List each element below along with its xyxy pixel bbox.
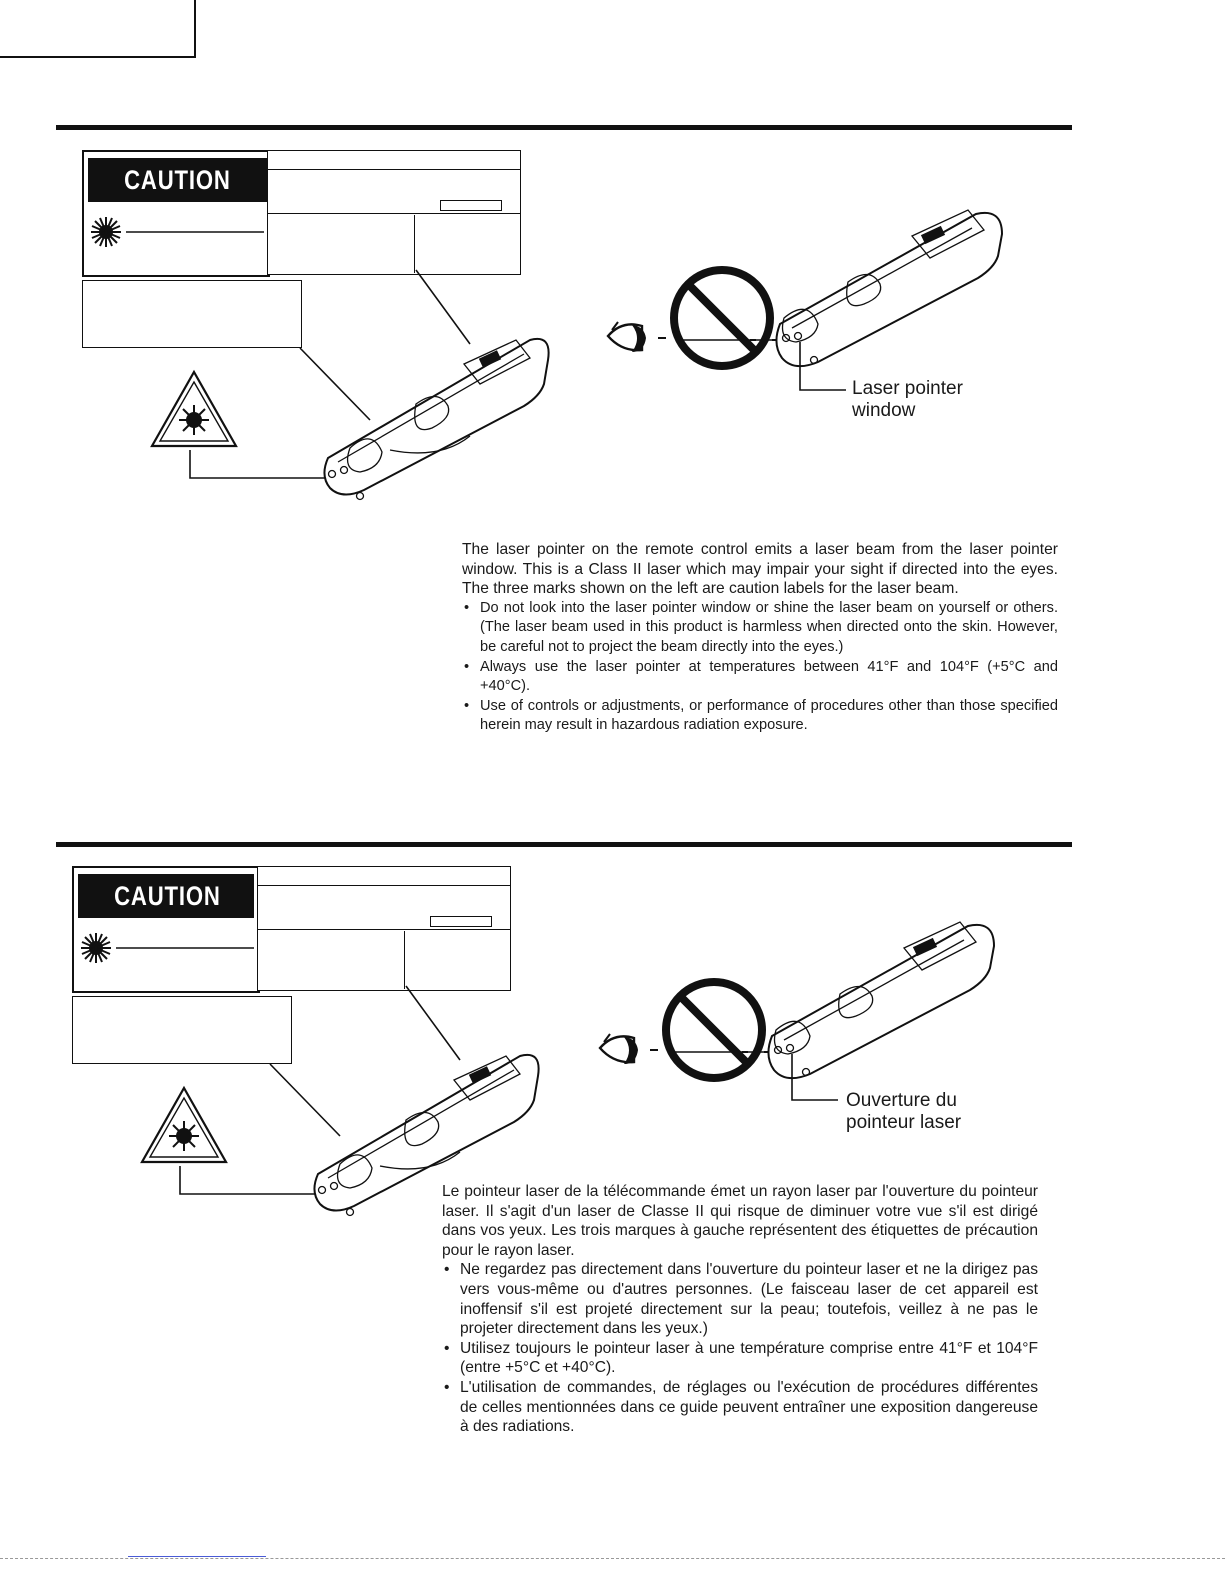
english-text-block bbox=[462, 540, 1058, 736]
caution-info-panel-english bbox=[267, 150, 521, 275]
list-item: • Always use the laser pointer at temperatures between 41°F and 104°F (+5°C and +40°C). bbox=[464, 658, 1058, 695]
callout-laser-pointer-window bbox=[852, 378, 963, 422]
list-item: • L'utilisation de commandes, de réglages ou l'exécution de procédures différentes de celles mentionnées dans ce guide peuvent entraîner une exposition dangereuse à des radiations. bbox=[444, 1378, 1038, 1436]
caution-label-english bbox=[82, 150, 270, 277]
french-intro: Le pointeur laser de la télécommande émet un rayon laser par l'ouverture du pointeur laser. Il s'agit d'un laser de Classe II qui risque de diminuer votre vue s'il est dirigé dans vos yeux. Les trois marques à gauche représentent des étiquettes de précaution pour le rayon laser. bbox=[442, 1183, 1038, 1259]
english-bullet-list bbox=[462, 599, 1058, 736]
english-intro: The laser pointer on the remote control emits a laser beam from the laser pointer window. This is a Class II laser which may impair your sight if directed into the eyes. The three marks shown on the left are caution labels for the laser beam. bbox=[462, 541, 1058, 598]
callout-line-1: Laser pointer bbox=[852, 378, 963, 399]
section-rule-french bbox=[56, 842, 1072, 847]
eye-icon bbox=[600, 1034, 638, 1064]
list-item: • Do not look into the laser pointer window or shine the laser beam on yourself or others. (The laser beam used in this product is harmless when directed onto the skin. However, be careful not to project the beam directly into the eyes.) bbox=[464, 599, 1058, 655]
list-item: • Use of controls or adjustments, or performance of procedures other than those specified herein may result in hazardous radiation exposure. bbox=[464, 697, 1058, 734]
page-tab-box bbox=[0, 0, 196, 58]
caution-label-french bbox=[72, 866, 260, 993]
remote-control-icon bbox=[180, 270, 560, 500]
list-item: • Ne regardez pas directement dans l'ouverture du pointeur laser et ne la dirigez pas vers vous-même ou d'autres personnes. (Le faisceau laser de cet appareil est inoffensif s'il est projeté directement sur la peau; toutefois, veillez à ne pas le projeter directement dans les yeux.) bbox=[444, 1261, 1038, 1338]
caution-info-panel-french bbox=[257, 866, 511, 991]
prohibition-icon bbox=[674, 270, 770, 366]
laser-starburst-icon bbox=[78, 930, 258, 970]
callout-line-2: window bbox=[852, 400, 916, 421]
callout-ouverture-pointeur-laser bbox=[846, 1090, 961, 1134]
list-item: • Utilisez toujours le pointeur laser à une température comprise entre 41°F et 104°F (entre +5°C et +40°C). bbox=[444, 1339, 1038, 1377]
laser-starburst-icon bbox=[88, 214, 268, 254]
french-bullet-list bbox=[442, 1260, 1038, 1436]
caution-word: CAUTION bbox=[114, 881, 221, 911]
bottom-accent-rule bbox=[128, 1556, 266, 1557]
section-rule-english bbox=[56, 125, 1072, 130]
bottom-dashed-rule bbox=[0, 1558, 1225, 1559]
eye-icon bbox=[608, 322, 646, 352]
callout-line-1: Ouverture du bbox=[846, 1090, 957, 1111]
callout-line-2: pointeur laser bbox=[846, 1112, 962, 1133]
french-text-block bbox=[442, 1182, 1038, 1437]
prohibition-icon bbox=[666, 982, 762, 1078]
caution-word: CAUTION bbox=[124, 165, 231, 195]
